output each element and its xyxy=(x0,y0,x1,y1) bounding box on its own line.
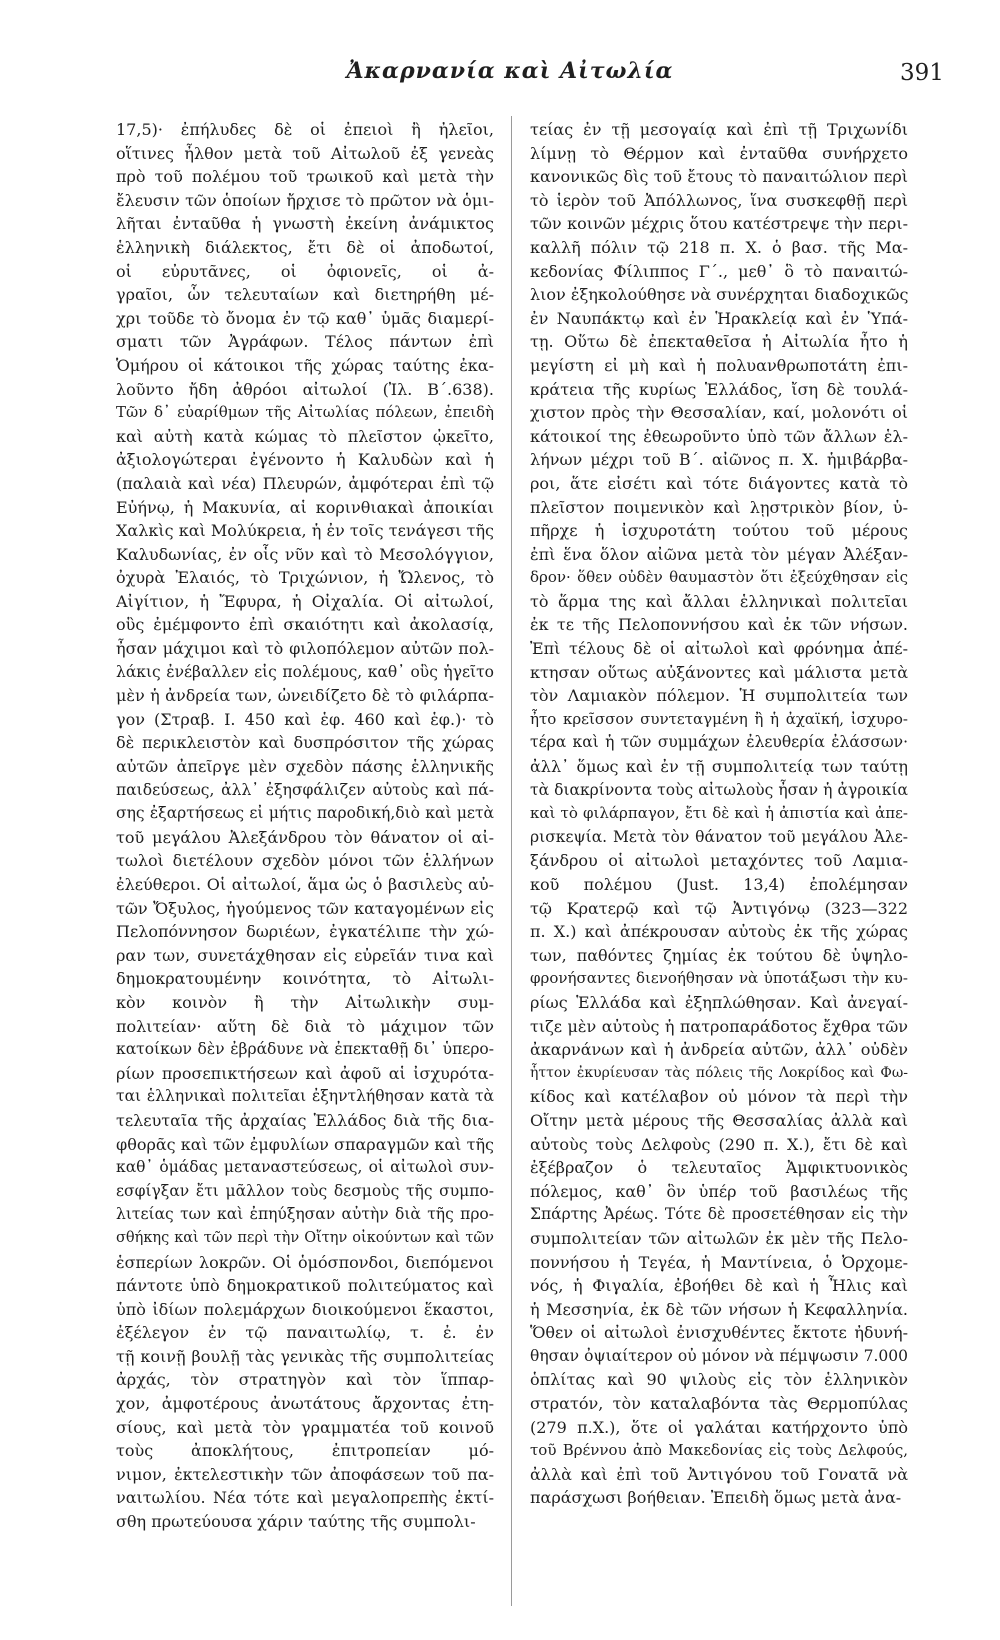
text-line: χιστον πρὸς τὴν Θεσσαλίαν, καί, μολονότι οἱ xyxy=(530,403,908,423)
text-line: Ὅθεν οἱ αἰτωλοὶ ἐνισχυθέντες ἔκτοτε ἠδυνή- xyxy=(530,1323,908,1343)
text-line: κανονικῶς δὶς τοῦ ἔτους τὸ παναιτώλιον περὶ xyxy=(530,167,908,187)
text-line: μὲν ἡ ἀνδρεία των, ὠνειδίζετο δὲ τὸ φιλάρπα- xyxy=(116,686,494,706)
column-divider xyxy=(511,116,512,1606)
text-line: Καλυδωνίας, ἐν οἷς νῦν καὶ τὸ Μεσολόγγιον, xyxy=(116,544,494,564)
text-line: οἵτινες ἦλθον μετὰ τοῦ Αἰτωλοῦ ἐξ γενεὰς xyxy=(116,143,494,163)
text-line: φθορᾶς καὶ τῶν ἐμφυλίων σπαραγμῶν καὶ τῆς xyxy=(116,1134,494,1154)
page-header xyxy=(0,58,1000,98)
text-line: δρον· ὅθεν οὐδὲν θαυμαστὸν ὅτι ἐξεύχθησαν εἰς xyxy=(530,568,908,587)
text-line: τείας ἐν τῇ μεσογαίᾳ καὶ ἐπὶ τῇ Τριχωνίδι xyxy=(530,120,908,139)
text-line: Ἐπὶ τέλους δὲ οἱ αἰτωλοὶ καὶ φρόνημα ἀπέ- xyxy=(530,639,908,659)
text-line: σθήκης καὶ τῶν περὶ τὴν Οἴτην οἰκούντων καὶ τῶν xyxy=(116,1229,494,1246)
text-line: ραν των, συνετάχθησαν εἰς εὐρεῖάν τινα καὶ xyxy=(116,945,494,965)
text-line: ξάνδρου οἱ αἰτωλοὶ μεταχόντες τοῦ Λαμια- xyxy=(530,851,908,871)
text-line: γραῖοι, ὧν τελευταίων καὶ διετηρήθη μέ- xyxy=(116,285,494,305)
text-line: κοῦ πολέμου (Just. 13,4) ἐπολέμησαν xyxy=(530,875,908,894)
text-line: π. Χ.) καὶ ἀπέκρουσαν αὐτοὺς ἐκ τῆς χώρας xyxy=(530,922,908,942)
text-line: πάντοτε ὑπὸ δημοκρατικοῦ πολιτεύματος καὶ xyxy=(116,1276,494,1296)
text-line: παιδεύσεως, ἀλλ᾽ ἐξησφάλιζεν αὐτοὺς καὶ πά- xyxy=(116,780,494,799)
text-line: θησαν ὀψιαίτερον οὐ μόνον νὰ πέμψωσιν 7.000 xyxy=(530,1346,908,1365)
text-line: ροι, ἅτε εἰσέτι καὶ τότε διάγοντες κατὰ τὸ xyxy=(530,473,908,493)
text-line: πλεῖστον ποιμενικὸν καὶ λῃστρικὸν βίον, ὑ- xyxy=(530,497,908,517)
text-line: δημοκρατουμένην κοινότητα, τὸ Αἰτωλι- xyxy=(116,969,494,989)
text-line: ἐλεύθεροι. Οἱ αἰτωλοί, ἅμα ὡς ὁ βασιλεὺς αὐ- xyxy=(116,875,494,894)
text-line: χρι τοῦδε τὸ ὄνομα ἐν τῷ καθ᾽ ὑμᾶς διαμερί- xyxy=(116,308,494,328)
text-line: κὸν κοινὸν ἢ τὴν Αἰτωλικὴν συμ- xyxy=(116,992,494,1012)
page-number: 391 xyxy=(900,60,944,86)
text-line: Χαλκὶς καὶ Μολύκρεια, ἡ ἐν τοῖς τενάγεσι τῆς xyxy=(116,521,494,541)
text-line: τῶν Ὄξυλος, ἡγούμενος τῶν καταγομένων εἰς xyxy=(116,898,494,918)
text-line: τῷ Κρατερῷ καὶ τῷ Ἀντιγόνῳ (323—322 xyxy=(530,898,908,918)
running-title: Ἀκαρνανία καὶ Αἰτωλία xyxy=(346,58,674,84)
text-line: ἐξέλεγον ἐν τῷ παναιτωλίῳ, τ. ἐ. ἐν xyxy=(116,1323,494,1343)
text-line: Οἴτην μετὰ μέρους τῆς Θεσσαλίας ἀλλὰ καὶ xyxy=(530,1110,908,1130)
text-line: κράτεια τῆς κυρίως Ἑλλάδος, ἴση δὲ τουλά- xyxy=(530,379,908,399)
text-line: 17,5)· ἐπήλυδες δὲ οἱ ἐπειοὶ ἢ ἠλεῖοι, xyxy=(116,120,494,139)
text-line: καλλῆ πόλιν τῷ 218 π. Χ. ὁ βασ. τῆς Μα- xyxy=(530,237,908,257)
text-line: τὸ ἱερὸν τοῦ Ἀπόλλωνος, ἵνα συσκεφθῇ περὶ xyxy=(530,190,908,210)
text-line: ἑλληνικὴ διάλεκτος, ἔτι δὲ οἱ ἀποδωτοί, xyxy=(116,237,494,257)
text-line: κίδος καὶ κατέλαβον οὐ μόνον τὰ περὶ τὴν xyxy=(530,1087,908,1107)
text-line: ἧττον ἐκυρίευσαν τὰς πόλεις τῆς Λοκρίδος καὶ Φω- xyxy=(530,1064,908,1081)
text-line: νός, ἡ Φιγαλία, ἐβοήθει δὲ καὶ ἡ Ἦλις καὶ xyxy=(530,1276,908,1296)
text-line: ναιτωλίου. Νέα τότε καὶ μεγαλοπρεπὴς ἐκτί- xyxy=(116,1488,494,1508)
text-line: ἀρχάς, τὸν στρατηγὸν καὶ τὸν ἵππαρ- xyxy=(116,1370,494,1390)
text-line: ρίων προσεπικτήσεων καὶ ἀφοῦ αἱ ἰσχυρότα- xyxy=(116,1063,494,1083)
text-line: ται ἑλληνικαὶ πολιτεῖαι ἐξηντλήθησαν κατὰ τὰ xyxy=(116,1087,494,1106)
text-line: Τῶν δ᾽ εὐαρίθμων τῆς Αἰτωλίας πόλεων, ἐπειδὴ xyxy=(116,403,494,422)
text-line: ἔλευσιν τῶν ὁποίων ἤρχισε τὸ πρῶτον νὰ ὁμι- xyxy=(116,190,494,210)
text-line: ρίως Ἑλλάδα καὶ ἐξηπλώθησαν. Καὶ ἀνεγαί- xyxy=(530,992,908,1012)
text-line: πῆρχε ἡ ἰσχυροτάτη τούτου τοῦ μέρους xyxy=(530,521,908,541)
text-line: σματι τῶν Ἀγράφων. Τέλος πάντων ἐπὶ xyxy=(116,332,494,352)
text-line: αὐτῶν ἀπεῖργε μὲν σχεδὸν πάσης ἑλληνικῆς xyxy=(116,757,494,777)
text-line: (279 π.Χ.), ὅτε οἱ γαλάται κατήρχοντο ὑπὸ xyxy=(530,1417,908,1437)
text-line: τὸ ἅρμα της καὶ ἄλλαι ἑλληνικαὶ πολιτεῖαι xyxy=(530,591,908,611)
text-line: γον (Στραβ. Ι. 450 καὶ ἑφ. 460 καὶ ἑφ.)· τὸ xyxy=(116,709,494,729)
text-line: τὰ διακρίνοντα τοὺς αἰτωλοὺς ἦσαν ἡ ἀγροικία xyxy=(530,780,908,799)
text-line: ὑπὸ ἰδίων πολεμάρχων διοικούμενοι ἕκαστοι, xyxy=(116,1299,494,1319)
text-line: λῆται ἐνταῦθα ἡ γνωστὴ ἐκείνη ἀνάμικτος xyxy=(116,214,494,234)
text-line: Πελοπόννησον δωριέων, ἐγκατέλιπε τὴν χώ- xyxy=(116,922,494,942)
text-line: τιζε μὲν αὐτοὺς ἡ πατροπαράδοτος ἔχθρα τῶν xyxy=(530,1016,908,1036)
text-line: ἐν Ναυπάκτῳ καὶ ἐν Ἡρακλείᾳ καὶ ἐν Ὑπά- xyxy=(530,308,908,328)
text-line: παράσχωσι βοήθειαν. Ἐπειδὴ ὅμως μετὰ ἀνα- xyxy=(530,1488,902,1508)
right-text-column xyxy=(530,118,908,1618)
text-line: τοὺς ἀποκλήτους, ἐπιτροπείαν μό- xyxy=(116,1441,494,1461)
text-line: χον, ἀμφοτέρους ἀνωτάτους ἄρχοντας ἐτη- xyxy=(116,1394,494,1414)
text-line: ρισκεψία. Μετὰ τὸν θάνατον τοῦ μεγάλου Ἀλε- xyxy=(530,827,908,846)
text-line: των, παθόντες ζημίας ἐκ τούτου δὲ ὑψηλο- xyxy=(530,945,908,965)
text-line: λάκις ἐνέβαλλεν εἰς πολέμους, καθ᾽ οὓς ἡγεῖτο xyxy=(116,662,494,681)
left-text-column xyxy=(116,118,494,1618)
text-line: σης ἐξαρτήσεως εἰ μήτις παροδική,διὸ καὶ μετὰ xyxy=(116,804,494,823)
text-line: δὲ περικλειστὸν καὶ δυσπρόσιτον τῆς χώρας xyxy=(116,733,494,753)
text-line: λοῦντο ἤδη ἀθρόοι αἰτωλοί (Ἰλ. Β΄.638). xyxy=(116,379,494,399)
text-line: τῃ. Οὕτω δὲ ἐπεκταθεῖσα ἡ Αἰτωλία ἦτο ἡ xyxy=(530,332,908,352)
text-line: ἀξιολογώτεραι ἐγένοντο ἡ Καλυδὼν καὶ ἡ xyxy=(116,450,494,470)
text-line: οὓς ἐμέμφοντο ἐπὶ σκαιότητι καὶ ἀκολασίᾳ, xyxy=(116,615,494,635)
text-line: πολιτείαν· αὕτη δὲ διὰ τὸ μάχιμον τῶν xyxy=(116,1016,494,1036)
text-line: λήνων μέχρι τοῦ Β΄. αἰῶνος π. Χ. ἡμιβάρβα- xyxy=(530,450,908,470)
text-line: ἐκ τε τῆς Πελοποννήσου καὶ ἐκ τῶν νήσων. xyxy=(530,615,908,635)
text-line: τωλοὶ διετέλουν σχεδὸν μόνοι τῶν ἑλλήνων xyxy=(116,851,494,871)
text-line: Σπάρτης Ἀρέως. Τότε δὲ προσετέθησαν εἰς τὴν xyxy=(530,1205,908,1224)
text-line: καθ᾽ ὁμάδας μεταναστεύσεως, οἱ αἰτωλοὶ συν- xyxy=(116,1158,494,1177)
text-line: φρονήσαντες διενοήθησαν νὰ ὑποτάξωσι τὴν κυ- xyxy=(530,969,908,988)
text-line: τοῦ Βρέννου ἀπὸ Μακεδονίας εἰς τοὺς Δελφούς, xyxy=(530,1441,908,1460)
text-line: συμπολιτείαν τῶν αἰτωλῶν ἐκ μὲν τῆς Πελο- xyxy=(530,1228,908,1248)
text-line: Ὁμήρου οἱ κάτοικοι τῆς χώρας ταύτης ἐκα- xyxy=(116,355,494,375)
text-line: νιμον, ἐκτελεστικὴν τῶν ἀποφάσεων τοῦ πα- xyxy=(116,1464,494,1484)
text-line: λιον ἐξηκολούθησε νὰ συνέρχηται διαδοχικῶς xyxy=(530,285,908,305)
text-line: τελευταῖα τῆς ἀρχαίας Ἑλλάδος διὰ τῆς δια- xyxy=(116,1110,494,1130)
text-line: ἑσπερίων λοκρῶν. Οἱ ὁμόσπονδοι, διεπόμενοι xyxy=(116,1252,494,1272)
text-line: ἀλλ᾽ ὅμως καὶ ἐν τῇ συμπολιτείᾳ των ταύτῃ xyxy=(530,757,908,777)
text-line: μεγίστη εἰ μὴ καὶ ἡ πολυανθρωποτάτη ἐπι- xyxy=(530,355,908,375)
text-line: τέρα καὶ ἡ τῶν συμμάχων ἐλευθερία ἐλάσσων· xyxy=(530,733,908,752)
text-line: σίους, καὶ μετὰ τὸν γραμματέα τοῦ κοινοῦ xyxy=(116,1417,494,1437)
text-line: Εὐήνῳ, ἡ Μακυνία, αἱ κορινθιακαὶ ἀποικίαι xyxy=(116,497,494,517)
text-line: πόλεμος, καθ᾽ ὃν ὑπέρ τοῦ βασιλέως τῆς xyxy=(530,1181,908,1201)
text-line: πρὸ τοῦ πολέμου τοῦ τρωικοῦ καὶ μετὰ τὴν xyxy=(116,167,494,187)
text-line: καὶ τὸ φιλάρπαγον, ἔτι δὲ καὶ ἡ ἀπιστία καὶ ἀπε- xyxy=(530,804,908,823)
text-line: ποννήσου ἡ Τεγέα, ἡ Μαντίνεια, ὁ Ὀρχομε- xyxy=(530,1252,908,1272)
text-line: ἀκαρνάνων καὶ ἡ ἀνδρεία αὐτῶν, ἀλλ᾽ οὐδὲν xyxy=(530,1040,908,1060)
text-line: ὀχυρὰ Ἐλαιός, τὸ Τριχώνιον, ἡ Ὤλενος, τὸ xyxy=(116,568,494,588)
text-line: κατοίκων δὲν ἐβράδυνε νὰ ἐπεκταθῇ δι᾽ ὑπερο- xyxy=(116,1040,494,1059)
text-line: ἦσαν μάχιμοι καὶ τὸ φιλοπόλεμον αὐτῶν πολ- xyxy=(116,639,494,659)
text-line: καὶ αὐτὴ κατὰ κώμας τὸ πλεῖστον ᾠκεῖτο, xyxy=(116,426,494,446)
text-line: ἡ Μεσσηνία, ἐκ δὲ τῶν νήσων ἡ Κεφαλληνία. xyxy=(530,1299,908,1319)
text-line: τὸν Λαμιακὸν πόλεμον. Ἡ συμπολιτεία των xyxy=(530,686,908,706)
text-line: τοῦ μεγάλου Ἀλεξάνδρου τὸν θάνατον οἱ αἰ- xyxy=(116,827,494,847)
text-line: κάτοικοί της ἐθεωροῦντο ὑπὸ τῶν ἄλλων ἑλ- xyxy=(530,426,908,446)
text-line: ὁπλίτας καὶ 90 ψιλοὺς εἰς τὸν ἑλληνικὸν xyxy=(530,1370,908,1390)
text-line: στρατόν, τὸν καταλαβόντα τὰς Θερμοπύλας xyxy=(530,1394,908,1414)
text-line: (παλαιὰ καὶ νέα) Πλευρών, ἀμφότεραι ἐπὶ τῷ xyxy=(116,473,494,493)
text-line: τῶν κοινῶν μέχρις ὅτου κατέστρεψε τὴν περι- xyxy=(530,214,908,234)
text-line: ἐξέβραζον ὁ τελευταῖος Ἀμφικτυονικὸς xyxy=(530,1158,908,1178)
text-line: σθη πρωτεύουσα χάριν ταύτης τῆς συμπολι- xyxy=(116,1512,476,1532)
text-line: οἱ εὐρυτᾶνες, οἱ ὀφιονεῖς, οἱ ἀ- xyxy=(116,261,494,281)
text-line: κεδονίας Φίλιππος Γ΄., μεθ᾽ ὃ τὸ παναιτώ- xyxy=(530,261,908,281)
text-line: αὐτοὺς τοὺς Δελφοὺς (290 π. Χ.), ἔτι δὲ καὶ xyxy=(530,1134,908,1154)
text-line: ἐπὶ ἕνα ὅλον αἰῶνα μετὰ τὸν μέγαν Ἀλέξαν- xyxy=(530,544,908,564)
text-line: ἦτο κρεῖσσον συντεταγμένη ἢ ἡ ἀχαϊκή, ἰσχυρο- xyxy=(530,709,908,728)
text-line: τῇ κοινῇ βουλῇ τὰς γενικὰς τῆς συμπολιτείας xyxy=(116,1346,494,1366)
text-line: ἀλλὰ καὶ ἐπὶ τοῦ Ἀντιγόνου τοῦ Γονατᾶ νὰ xyxy=(530,1464,908,1484)
text-line: εσφίγξαν ἔτι μᾶλλον τοὺς δεσμοὺς τῆς συμπο- xyxy=(116,1181,494,1200)
text-line: Αἰγίτιον, ἡ Ἔφυρα, ἡ Οἰχαλία. Οἱ αἰτωλοί, xyxy=(116,591,494,611)
text-line: λίμνῃ τὸ Θέρμον καὶ ἐνταῦθα συνήρχετο xyxy=(530,143,908,163)
text-line: λιτείας των καὶ ἐπηύξησαν αὐτὴν διὰ τῆς προ- xyxy=(116,1205,494,1224)
text-line: κτησαν οὕτως αὐξάνοντες καὶ μάλιστα μετὰ xyxy=(530,662,908,682)
